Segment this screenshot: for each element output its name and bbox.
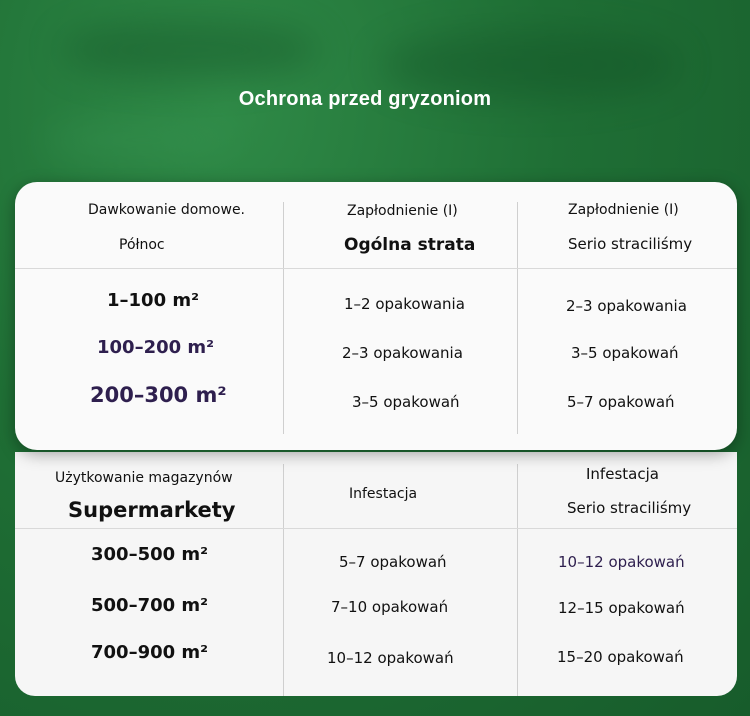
serious-loss-cell: 2–3 opakowania <box>566 297 687 315</box>
background-blob <box>60 20 320 80</box>
column-divider <box>283 202 284 434</box>
page-title: Ochrona przed gryzoniom <box>238 88 492 110</box>
header-col3-line2: Serio straciliśmy <box>568 235 693 253</box>
serious-loss-cell: 10–12 opakowań <box>558 553 685 571</box>
header-col2-line1: Zapłodnienie (I) <box>347 203 458 219</box>
header-col1-line1: Dawkowanie domowe. <box>88 202 246 218</box>
general-loss-cell: 10–12 opakowań <box>327 649 454 667</box>
general-loss-cell: 1–2 opakowania <box>344 295 465 313</box>
header-col3-line2: Serio straciliśmy <box>567 499 692 517</box>
header-divider <box>15 528 737 529</box>
serious-loss-cell: 12–15 opakowań <box>558 599 685 617</box>
general-loss-cell: 7–10 opakowań <box>331 598 449 616</box>
area-cell: 100–200 m² <box>97 337 215 358</box>
serious-loss-cell: 5–7 opakowań <box>567 393 675 411</box>
general-loss-cell: 2–3 opakowania <box>342 344 463 362</box>
header-col1-line1: Użytkowanie magazynów <box>55 470 233 486</box>
header-col2-line1: Infestacja <box>349 486 418 502</box>
header-col3-line1: Zapłodnienie (I) <box>568 202 679 218</box>
serious-loss-cell: 3–5 opakowań <box>571 344 679 362</box>
column-divider <box>517 202 518 434</box>
area-cell: 1–100 m² <box>107 290 200 311</box>
column-divider <box>283 464 284 696</box>
general-loss-cell: 3–5 opakowań <box>352 393 460 411</box>
column-divider <box>517 464 518 696</box>
area-cell: 200–300 m² <box>90 383 227 407</box>
serious-loss-cell: 15–20 opakowań <box>557 648 684 666</box>
header-col3-line1: Infestacja <box>586 465 659 483</box>
header-col1-line2: Supermarkety <box>68 498 236 522</box>
area-cell: 500–700 m² <box>91 595 209 616</box>
header-col1-line2: Północ <box>119 237 165 253</box>
area-cell: 300–500 m² <box>91 544 209 565</box>
header-col2-line2: Ogólna strata <box>344 235 476 255</box>
background-blob <box>40 120 240 160</box>
general-loss-cell: 5–7 opakowań <box>339 553 447 571</box>
header-divider <box>15 268 737 269</box>
area-cell: 700–900 m² <box>91 642 209 663</box>
warehouse-table <box>15 452 737 696</box>
household-table <box>15 182 737 450</box>
